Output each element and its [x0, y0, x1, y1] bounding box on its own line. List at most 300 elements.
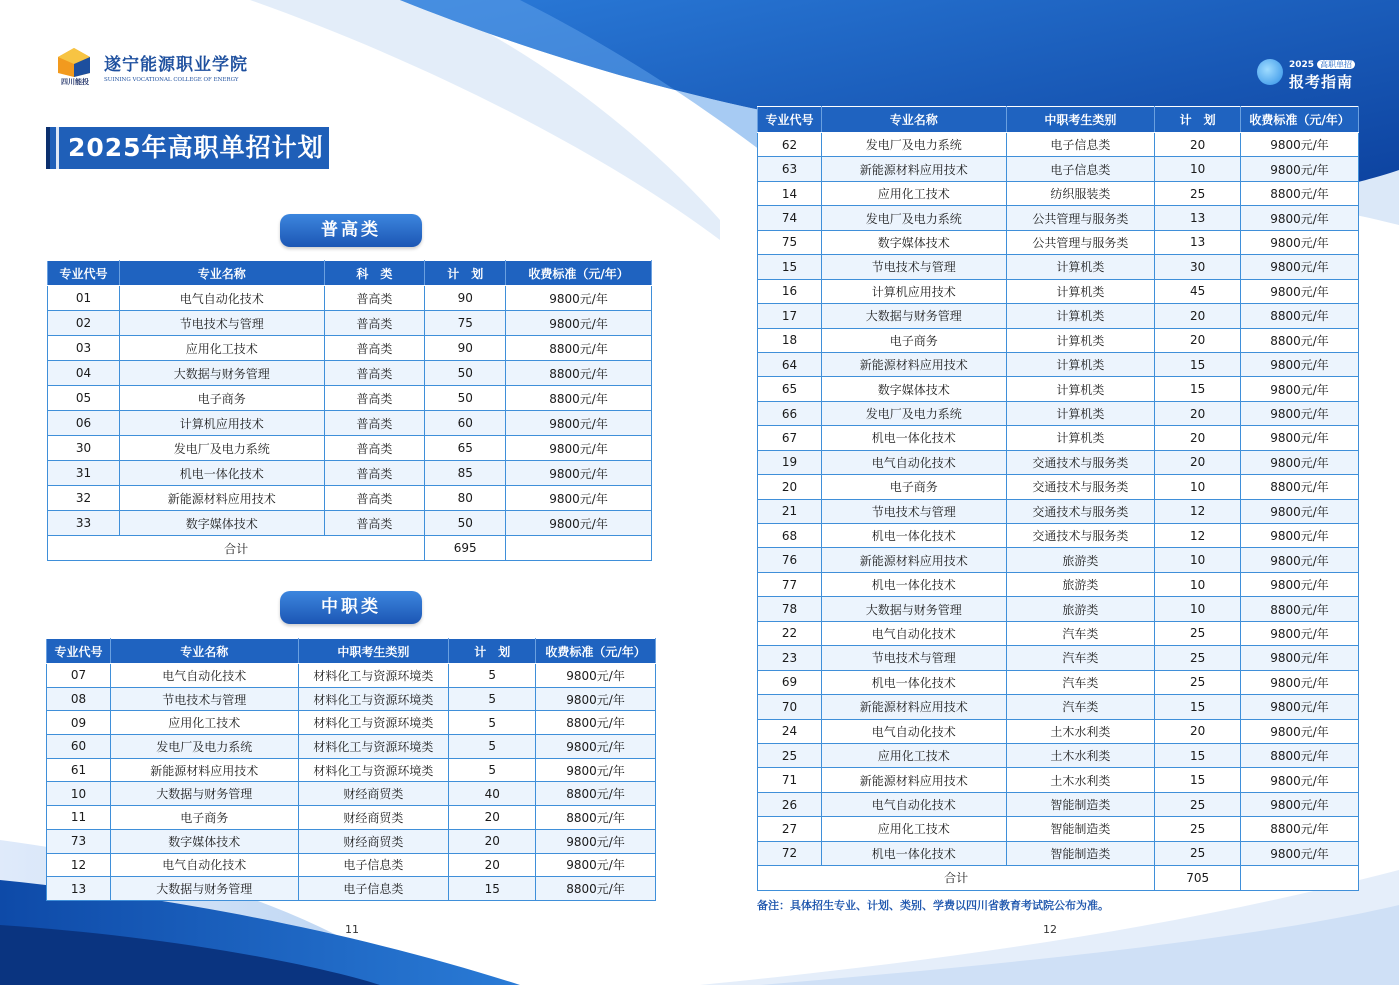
cell-category: 材料化工与资源环境类: [298, 711, 449, 735]
cell-plan: 20: [1155, 133, 1241, 157]
cell-category: 计算机类: [1006, 328, 1155, 352]
cell-code: 63: [758, 157, 822, 181]
cell-major: 电气自动化技术: [110, 853, 298, 877]
cell-fee: 9800元/年: [1241, 719, 1359, 743]
cell-fee: 8800元/年: [1241, 181, 1359, 205]
cell-code: 20: [758, 475, 822, 499]
cell-fee: 9800元/年: [1241, 841, 1359, 865]
cell-major: 机电一体化技术: [821, 524, 1006, 548]
cell-code: 23: [758, 646, 822, 670]
cell-major: 机电一体化技术: [119, 461, 324, 486]
table-row: [758, 181, 1359, 205]
cell-plan: 15: [1155, 377, 1241, 401]
cell-fee: 8800元/年: [536, 877, 656, 901]
cell-plan: 15: [1155, 352, 1241, 376]
cell-code: 73: [47, 829, 111, 853]
cell-major: 新能源材料应用技术: [821, 695, 1006, 719]
college-name-cn: 遂宁能源职业学院: [104, 54, 248, 75]
cell-plan: 25: [1155, 841, 1241, 865]
cell-code: 25: [758, 743, 822, 767]
cell-plan: 20: [1155, 328, 1241, 352]
cell-major: 电子商务: [110, 806, 298, 830]
cell-category: 智能制造类: [1006, 817, 1155, 841]
cell-fee: 9800元/年: [1241, 133, 1359, 157]
table-header-row: [48, 261, 652, 286]
cell-code: 76: [758, 548, 822, 572]
cell-plan: 20: [1155, 450, 1241, 474]
cell-major: 电气自动化技术: [821, 450, 1006, 474]
col-header-major: 专业名称: [821, 107, 1006, 133]
badge-year: 2025: [1288, 60, 1314, 70]
total-row: [48, 536, 652, 561]
cell-category: 材料化工与资源环境类: [298, 664, 449, 688]
cell-code: 64: [758, 352, 822, 376]
cell-major: 电子商务: [119, 386, 324, 411]
cell-category: 普高类: [324, 286, 425, 311]
table-row: [758, 133, 1359, 157]
cell-code: 12: [47, 853, 111, 877]
college-name-en: SUINING VOCATIONAL COLLEGE OF ENERGY: [104, 76, 239, 83]
cell-category: 纺织服装类: [1006, 181, 1155, 205]
table-row: [47, 735, 656, 759]
cell-plan: 90: [425, 286, 506, 311]
cell-fee: 9800元/年: [1241, 499, 1359, 523]
total-label: 合计: [758, 866, 1155, 890]
cell-category: 计算机类: [1006, 377, 1155, 401]
cell-fee: 9800元/年: [506, 311, 652, 336]
cell-major: 电子商务: [821, 328, 1006, 352]
table-row: [758, 426, 1359, 450]
col-header-code: 专业代号: [47, 639, 111, 664]
cell-category: 旅游类: [1006, 572, 1155, 596]
cell-plan: 13: [1155, 206, 1241, 230]
table-row: [758, 475, 1359, 499]
col-header-code: 专业代号: [758, 107, 822, 133]
cell-category: 汽车类: [1006, 670, 1155, 694]
cell-plan: 20: [449, 806, 536, 830]
cell-category: 材料化工与资源环境类: [298, 735, 449, 759]
col-header-plan: 计 划: [425, 261, 506, 286]
table-row: [758, 621, 1359, 645]
table-row: [758, 548, 1359, 572]
cell-code: 26: [758, 792, 822, 816]
total-fee-empty: [506, 536, 652, 561]
cell-major: 节电技术与管理: [110, 687, 298, 711]
cell-code: 09: [47, 711, 111, 735]
cell-major: 数字媒体技术: [110, 829, 298, 853]
cell-major: 发电厂及电力系统: [821, 133, 1006, 157]
cell-plan: 12: [1155, 499, 1241, 523]
cell-plan: 10: [1155, 572, 1241, 596]
cell-code: 14: [758, 181, 822, 205]
cell-plan: 85: [425, 461, 506, 486]
guide-badge: [1257, 52, 1355, 92]
cell-fee: 9800元/年: [1241, 621, 1359, 645]
table-row: [758, 499, 1359, 523]
cell-code: 07: [47, 664, 111, 688]
cell-plan: 10: [1155, 475, 1241, 499]
col-header-category: 中职考生类别: [1006, 107, 1155, 133]
cell-fee: 8800元/年: [536, 806, 656, 830]
cell-fee: 8800元/年: [1241, 743, 1359, 767]
cell-category: 普高类: [324, 361, 425, 386]
cell-plan: 90: [425, 336, 506, 361]
cell-major: 新能源材料应用技术: [821, 352, 1006, 376]
table-row: [758, 328, 1359, 352]
cell-plan: 20: [449, 853, 536, 877]
cell-code: 66: [758, 401, 822, 425]
col-header-category: 中职考生类别: [298, 639, 449, 664]
cell-plan: 80: [425, 486, 506, 511]
cell-major: 大数据与财务管理: [110, 877, 298, 901]
section-label-vocational: 中职类: [280, 591, 422, 624]
badge-tag: 高职单招: [1317, 60, 1355, 69]
cell-category: 土木水利类: [1006, 768, 1155, 792]
cell-category: 电子信息类: [298, 853, 449, 877]
cell-plan: 50: [425, 386, 506, 411]
cell-code: 16: [758, 279, 822, 303]
col-header-category: 科 类: [324, 261, 425, 286]
cell-category: 计算机类: [1006, 401, 1155, 425]
cell-code: 70: [758, 695, 822, 719]
cell-code: 01: [48, 286, 120, 311]
cell-fee: 9800元/年: [536, 829, 656, 853]
total-value: 695: [425, 536, 506, 561]
table-row: [48, 436, 652, 461]
table-row: [48, 461, 652, 486]
cell-category: 智能制造类: [1006, 841, 1155, 865]
cell-plan: 10: [1155, 548, 1241, 572]
cell-fee: 9800元/年: [1241, 377, 1359, 401]
cell-fee: 9800元/年: [1241, 426, 1359, 450]
cell-category: 电子信息类: [1006, 157, 1155, 181]
col-header-plan: 计 划: [1155, 107, 1241, 133]
table-row: [48, 486, 652, 511]
cell-plan: 50: [425, 361, 506, 386]
cell-category: 计算机类: [1006, 279, 1155, 303]
cell-category: 财经商贸类: [298, 829, 449, 853]
table-body: [758, 133, 1359, 891]
cell-major: 发电厂及电力系统: [119, 436, 324, 461]
cell-fee: 8800元/年: [536, 782, 656, 806]
cell-major: 计算机应用技术: [119, 411, 324, 436]
total-fee-empty: [1241, 866, 1359, 890]
cell-code: 19: [758, 450, 822, 474]
col-header-plan: 计 划: [449, 639, 536, 664]
cell-code: 74: [758, 206, 822, 230]
cell-major: 应用化工技术: [821, 181, 1006, 205]
table-row: [758, 817, 1359, 841]
cell-category: 汽车类: [1006, 621, 1155, 645]
table-row: [48, 511, 652, 536]
cell-fee: 9800元/年: [1241, 401, 1359, 425]
cell-major: 电气自动化技术: [821, 719, 1006, 743]
cell-category: 汽车类: [1006, 695, 1155, 719]
col-header-major: 专业名称: [110, 639, 298, 664]
cell-code: 60: [47, 735, 111, 759]
cell-major: 电气自动化技术: [110, 664, 298, 688]
cell-plan: 20: [1155, 719, 1241, 743]
cell-category: 公共管理与服务类: [1006, 230, 1155, 254]
cell-category: 材料化工与资源环境类: [298, 758, 449, 782]
cell-plan: 25: [1155, 646, 1241, 670]
table-row: [758, 157, 1359, 181]
cell-fee: 9800元/年: [506, 436, 652, 461]
table-row: [758, 206, 1359, 230]
cell-major: 发电厂及电力系统: [110, 735, 298, 759]
cell-plan: 40: [449, 782, 536, 806]
cell-major: 电气自动化技术: [821, 792, 1006, 816]
cell-plan: 65: [425, 436, 506, 461]
cell-fee: 9800元/年: [1241, 352, 1359, 376]
table-row: [47, 711, 656, 735]
cell-code: 17: [758, 304, 822, 328]
cell-category: 土木水利类: [1006, 719, 1155, 743]
cell-category: 计算机类: [1006, 426, 1155, 450]
cell-plan: 25: [1155, 817, 1241, 841]
vocational-plan-table: [46, 638, 656, 901]
cell-category: 财经商贸类: [298, 806, 449, 830]
total-value: 705: [1155, 866, 1241, 890]
cell-code: 13: [47, 877, 111, 901]
cell-code: 27: [758, 817, 822, 841]
general-plan-table: [47, 260, 652, 561]
cell-category: 普高类: [324, 336, 425, 361]
vocational-plan-table-continued: [757, 106, 1359, 891]
cell-major: 大数据与财务管理: [821, 304, 1006, 328]
cell-category: 公共管理与服务类: [1006, 206, 1155, 230]
cell-major: 大数据与财务管理: [821, 597, 1006, 621]
cell-code: 15: [758, 255, 822, 279]
cell-major: 节电技术与管理: [821, 255, 1006, 279]
cell-code: 02: [48, 311, 120, 336]
cell-category: 计算机类: [1006, 255, 1155, 279]
cell-plan: 20: [449, 829, 536, 853]
cell-code: 77: [758, 572, 822, 596]
cell-category: 交通技术与服务类: [1006, 475, 1155, 499]
col-header-fee: 收费标准（元/年）: [536, 639, 656, 664]
cell-category: 普高类: [324, 511, 425, 536]
total-label: 合计: [48, 536, 425, 561]
cell-code: 03: [48, 336, 120, 361]
cell-plan: 10: [1155, 157, 1241, 181]
parent-org-label: 四川能投: [61, 78, 89, 86]
cell-category: 普高类: [324, 386, 425, 411]
cell-plan: 50: [425, 511, 506, 536]
table-row: [47, 758, 656, 782]
cell-fee: 9800元/年: [1241, 279, 1359, 303]
section-label-general: 普高类: [280, 214, 422, 247]
col-header-fee: 收费标准（元/年）: [506, 261, 652, 286]
cell-category: 计算机类: [1006, 304, 1155, 328]
cell-code: 32: [48, 486, 120, 511]
cell-fee: 9800元/年: [1241, 157, 1359, 181]
table-row: [758, 450, 1359, 474]
cell-fee: 9800元/年: [1241, 695, 1359, 719]
cell-major: 节电技术与管理: [821, 499, 1006, 523]
cell-major: 新能源材料应用技术: [821, 548, 1006, 572]
cell-major: 发电厂及电力系统: [821, 401, 1006, 425]
cell-code: 21: [758, 499, 822, 523]
cell-fee: 9800元/年: [506, 411, 652, 436]
cell-major: 电气自动化技术: [119, 286, 324, 311]
cell-category: 土木水利类: [1006, 743, 1155, 767]
cell-fee: 8800元/年: [536, 711, 656, 735]
cell-plan: 15: [1155, 768, 1241, 792]
cell-major: 应用化工技术: [110, 711, 298, 735]
cell-fee: 9800元/年: [1241, 524, 1359, 548]
page-number-right: 12: [1043, 923, 1057, 936]
cell-code: 33: [48, 511, 120, 536]
cell-code: 65: [758, 377, 822, 401]
table-row: [758, 524, 1359, 548]
table-row: [758, 230, 1359, 254]
cell-category: 交通技术与服务类: [1006, 499, 1155, 523]
page-number-left: 11: [345, 923, 359, 936]
cell-fee: 9800元/年: [506, 461, 652, 486]
cell-major: 发电厂及电力系统: [821, 206, 1006, 230]
cell-major: 应用化工技术: [821, 743, 1006, 767]
cell-plan: 20: [1155, 401, 1241, 425]
table-row: [758, 255, 1359, 279]
cell-category: 普高类: [324, 461, 425, 486]
badge-title: 报考指南: [1288, 73, 1353, 91]
table-row: [758, 572, 1359, 596]
cell-major: 机电一体化技术: [821, 572, 1006, 596]
cell-category: 旅游类: [1006, 597, 1155, 621]
cell-plan: 12: [1155, 524, 1241, 548]
cell-major: 机电一体化技术: [821, 426, 1006, 450]
cell-fee: 9800元/年: [1241, 206, 1359, 230]
cell-major: 新能源材料应用技术: [110, 758, 298, 782]
cell-code: 05: [48, 386, 120, 411]
badge-circle-icon: [1257, 59, 1283, 85]
cell-fee: 9800元/年: [536, 687, 656, 711]
cell-category: 财经商贸类: [298, 782, 449, 806]
cell-plan: 60: [425, 411, 506, 436]
cell-fee: 9800元/年: [1241, 450, 1359, 474]
table-row: [758, 670, 1359, 694]
cell-category: 旅游类: [1006, 548, 1155, 572]
cell-code: 67: [758, 426, 822, 450]
table-row: [48, 311, 652, 336]
cell-category: 汽车类: [1006, 646, 1155, 670]
table-row: [758, 352, 1359, 376]
cell-fee: 9800元/年: [506, 486, 652, 511]
cell-plan: 75: [425, 311, 506, 336]
cell-category: 普高类: [324, 436, 425, 461]
cell-fee: 9800元/年: [536, 853, 656, 877]
cell-major: 应用化工技术: [119, 336, 324, 361]
cell-code: 71: [758, 768, 822, 792]
cell-category: 普高类: [324, 311, 425, 336]
cell-code: 61: [47, 758, 111, 782]
table-row: [758, 719, 1359, 743]
cell-code: 62: [758, 133, 822, 157]
cell-code: 31: [48, 461, 120, 486]
cell-fee: 8800元/年: [1241, 817, 1359, 841]
cell-fee: 8800元/年: [506, 336, 652, 361]
table-row: [758, 743, 1359, 767]
cell-plan: 5: [449, 664, 536, 688]
table-row: [758, 768, 1359, 792]
cell-plan: 25: [1155, 670, 1241, 694]
table-row: [48, 411, 652, 436]
cell-major: 应用化工技术: [821, 817, 1006, 841]
cell-fee: 9800元/年: [1241, 768, 1359, 792]
cell-major: 电气自动化技术: [821, 621, 1006, 645]
cell-major: 节电技术与管理: [821, 646, 1006, 670]
table-row: [758, 279, 1359, 303]
cell-code: 72: [758, 841, 822, 865]
cell-fee: 9800元/年: [1241, 230, 1359, 254]
table-row: [758, 646, 1359, 670]
cell-code: 11: [47, 806, 111, 830]
cell-fee: 9800元/年: [1241, 646, 1359, 670]
cell-fee: 9800元/年: [506, 511, 652, 536]
cell-plan: 15: [1155, 743, 1241, 767]
cell-fee: 9800元/年: [1241, 255, 1359, 279]
cell-plan: 10: [1155, 597, 1241, 621]
cell-fee: 9800元/年: [536, 758, 656, 782]
college-logo: [52, 46, 248, 86]
col-header-fee: 收费标准（元/年）: [1241, 107, 1359, 133]
cell-plan: 15: [449, 877, 536, 901]
total-row: [758, 866, 1359, 890]
table-row: [48, 286, 652, 311]
cell-major: 数字媒体技术: [119, 511, 324, 536]
cell-major: 数字媒体技术: [821, 230, 1006, 254]
cell-plan: 25: [1155, 181, 1241, 205]
cell-category: 电子信息类: [1006, 133, 1155, 157]
cell-major: 大数据与财务管理: [110, 782, 298, 806]
cell-category: 普高类: [324, 411, 425, 436]
cell-major: 数字媒体技术: [821, 377, 1006, 401]
cell-plan: 5: [449, 735, 536, 759]
cell-plan: 45: [1155, 279, 1241, 303]
cell-plan: 5: [449, 711, 536, 735]
cell-fee: 8800元/年: [1241, 328, 1359, 352]
cell-code: 24: [758, 719, 822, 743]
table-row: [47, 782, 656, 806]
table-row: [48, 361, 652, 386]
cell-plan: 5: [449, 758, 536, 782]
table-row: [758, 792, 1359, 816]
table-row: [47, 829, 656, 853]
col-header-major: 专业名称: [119, 261, 324, 286]
cell-fee: 9800元/年: [506, 286, 652, 311]
table-row: [47, 853, 656, 877]
cell-fee: 8800元/年: [506, 361, 652, 386]
table-row: [758, 377, 1359, 401]
cell-fee: 8800元/年: [1241, 475, 1359, 499]
cell-code: 30: [48, 436, 120, 461]
cell-code: 06: [48, 411, 120, 436]
table-row: [758, 401, 1359, 425]
table-row: [48, 336, 652, 361]
cell-major: 机电一体化技术: [821, 670, 1006, 694]
cell-category: 智能制造类: [1006, 792, 1155, 816]
page-title: 2025年高职单招计划: [46, 127, 329, 169]
cell-code: 68: [758, 524, 822, 548]
table-row: [758, 597, 1359, 621]
cell-plan: 20: [1155, 304, 1241, 328]
cell-plan: 13: [1155, 230, 1241, 254]
cell-category: 交通技术与服务类: [1006, 524, 1155, 548]
cell-major: 大数据与财务管理: [119, 361, 324, 386]
cell-major: 新能源材料应用技术: [119, 486, 324, 511]
cell-code: 04: [48, 361, 120, 386]
